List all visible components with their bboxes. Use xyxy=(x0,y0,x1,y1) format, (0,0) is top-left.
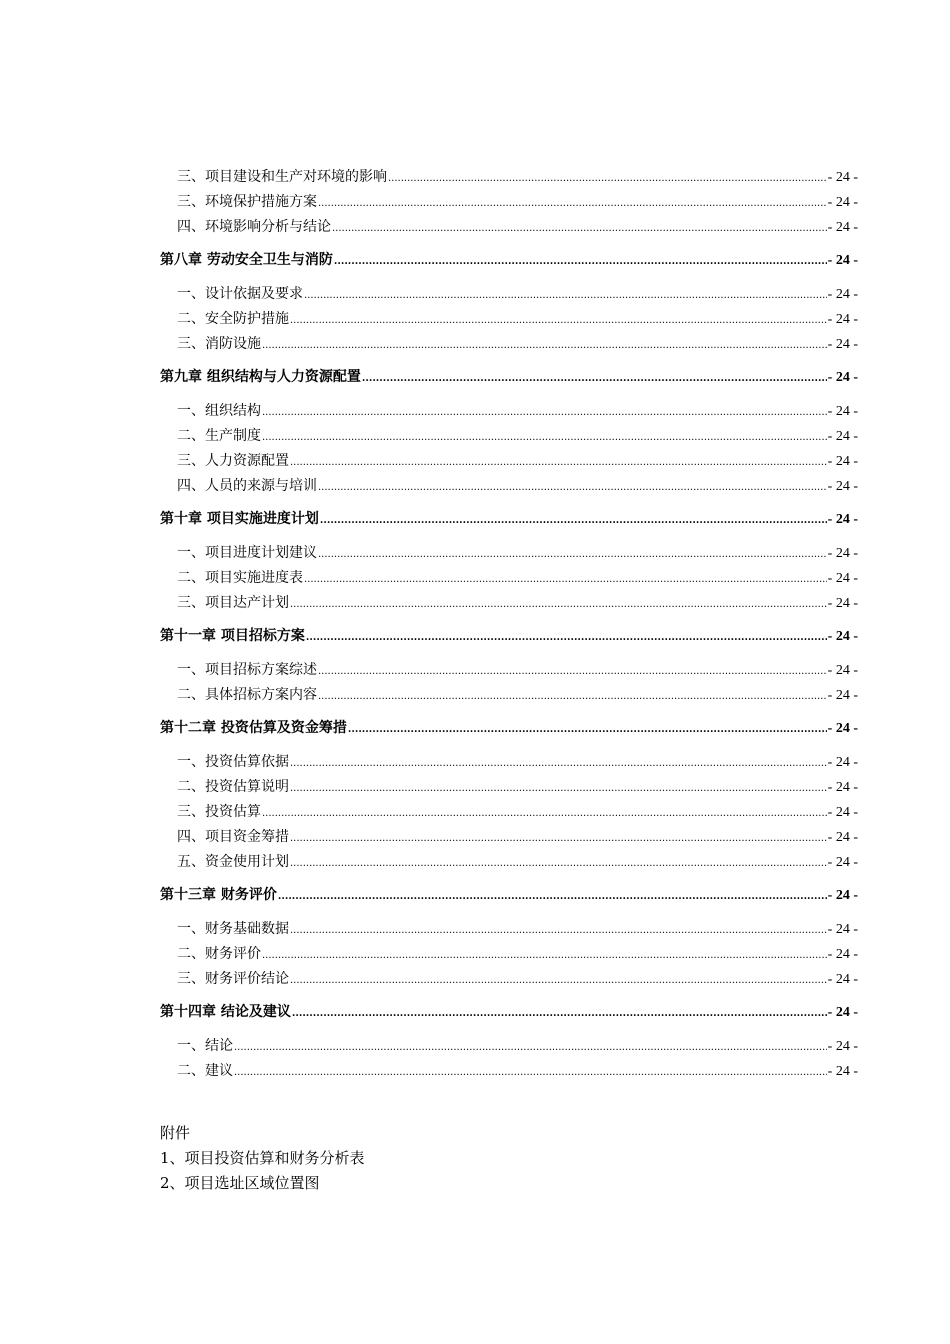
table-of-contents xyxy=(160,165,858,1084)
appendix-item: 1、项目投资估算和财务分析表 xyxy=(160,1149,365,1167)
toc-section-entry[interactable] xyxy=(160,307,858,332)
toc-section-entry[interactable] xyxy=(160,942,858,967)
toc-page-number: - 24 - xyxy=(827,571,858,586)
toc-section-entry[interactable] xyxy=(160,541,858,566)
toc-page-number: - 24 - xyxy=(827,688,858,703)
toc-dot-leader xyxy=(262,942,827,967)
toc-entry-title: 一、结论 xyxy=(177,1038,233,1054)
toc-page-number: - 24 - xyxy=(827,947,858,962)
toc-dot-leader xyxy=(334,248,827,273)
toc-dot-leader xyxy=(290,850,827,875)
toc-section-entry[interactable] xyxy=(160,190,858,215)
toc-page-number: - 24 - xyxy=(827,404,858,419)
toc-entry-title: 一、投资估算依据 xyxy=(177,754,289,770)
toc-entry-title: 二、财务评价 xyxy=(177,946,261,962)
toc-entry-title: 第八章 劳动安全卫生与消防 xyxy=(160,252,333,268)
toc-page-number: - 24 - xyxy=(827,663,858,678)
toc-section-entry[interactable] xyxy=(160,800,858,825)
toc-page-number: - 24 - xyxy=(827,512,858,527)
toc-page-number: - 24 - xyxy=(827,888,858,903)
toc-dot-leader xyxy=(290,307,827,332)
toc-dot-leader xyxy=(388,165,827,190)
toc-chapter-entry[interactable] xyxy=(160,507,858,532)
toc-page-number: - 24 - xyxy=(827,195,858,210)
toc-entry-title: 一、组织结构 xyxy=(177,403,261,419)
toc-section-entry[interactable] xyxy=(160,591,858,616)
toc-page-number: - 24 - xyxy=(827,755,858,770)
toc-section-entry[interactable] xyxy=(160,850,858,875)
toc-entry-title: 三、人力资源配置 xyxy=(177,453,289,469)
toc-section-entry[interactable] xyxy=(160,424,858,449)
toc-dot-leader xyxy=(304,566,827,591)
toc-page-number: - 24 - xyxy=(827,1039,858,1054)
toc-section-entry[interactable] xyxy=(160,449,858,474)
toc-section-entry[interactable] xyxy=(160,750,858,775)
toc-page-number: - 24 - xyxy=(827,629,858,644)
toc-page-number: - 24 - xyxy=(827,454,858,469)
toc-page-number: - 24 - xyxy=(827,337,858,352)
toc-entry-title: 三、投资估算 xyxy=(177,804,261,820)
toc-chapter-entry[interactable] xyxy=(160,365,858,390)
toc-section-entry[interactable] xyxy=(160,332,858,357)
toc-entry-title: 五、资金使用计划 xyxy=(177,854,289,870)
toc-dot-leader xyxy=(318,658,827,683)
toc-section-entry[interactable] xyxy=(160,215,858,240)
toc-dot-leader xyxy=(318,190,827,215)
toc-entry-title: 二、投资估算说明 xyxy=(177,779,289,795)
toc-page-number: - 24 - xyxy=(827,312,858,327)
toc-dot-leader xyxy=(278,883,827,908)
toc-entry-title: 四、项目资金筹措 xyxy=(177,829,289,845)
toc-entry-title: 一、设计依据及要求 xyxy=(177,286,303,302)
toc-dot-leader xyxy=(234,1034,827,1059)
toc-entry-title: 三、财务评价结论 xyxy=(177,971,289,987)
toc-page-number: - 24 - xyxy=(827,170,858,185)
toc-page-number: - 24 - xyxy=(827,830,858,845)
toc-page-number: - 24 - xyxy=(827,1005,858,1020)
toc-dot-leader xyxy=(290,775,827,800)
toc-dot-leader xyxy=(290,967,827,992)
toc-entry-title: 三、项目建设和生产对环境的影响 xyxy=(177,169,387,185)
toc-section-entry[interactable] xyxy=(160,917,858,942)
toc-entry-title: 一、项目招标方案综述 xyxy=(177,662,317,678)
toc-dot-leader xyxy=(262,399,827,424)
toc-entry-title: 第十四章 结论及建议 xyxy=(160,1004,291,1020)
toc-page-number: - 24 - xyxy=(827,479,858,494)
toc-dot-leader xyxy=(290,591,827,616)
toc-entry-title: 第十一章 项目招标方案 xyxy=(160,628,305,644)
toc-page-number: - 24 - xyxy=(827,805,858,820)
toc-page-number: - 24 - xyxy=(827,429,858,444)
toc-section-entry[interactable] xyxy=(160,399,858,424)
toc-entry-title: 一、项目进度计划建议 xyxy=(177,545,317,561)
toc-dot-leader xyxy=(318,541,827,566)
toc-dot-leader xyxy=(290,917,827,942)
toc-entry-title: 第十章 项目实施进度计划 xyxy=(160,511,319,527)
toc-dot-leader xyxy=(262,332,827,357)
toc-entry-title: 二、建议 xyxy=(177,1063,233,1079)
toc-section-entry[interactable] xyxy=(160,474,858,499)
toc-page-number: - 24 - xyxy=(827,1064,858,1079)
toc-entry-title: 二、生产制度 xyxy=(177,428,261,444)
toc-page-number: - 24 - xyxy=(827,220,858,235)
toc-page-number: - 24 - xyxy=(827,922,858,937)
toc-page-number: - 24 - xyxy=(827,546,858,561)
toc-chapter-entry[interactable] xyxy=(160,883,858,908)
toc-page-number: - 24 - xyxy=(827,780,858,795)
toc-section-entry[interactable] xyxy=(160,683,858,708)
toc-page-number: - 24 - xyxy=(827,855,858,870)
toc-entry-title: 二、安全防护措施 xyxy=(177,311,289,327)
toc-entry-title: 第九章 组织结构与人力资源配置 xyxy=(160,369,361,385)
toc-entry-title: 二、项目实施进度表 xyxy=(177,570,303,586)
toc-dot-leader xyxy=(234,1059,827,1084)
toc-section-entry[interactable] xyxy=(160,1059,858,1084)
toc-dot-leader xyxy=(320,507,827,532)
toc-dot-leader xyxy=(262,800,827,825)
toc-section-entry[interactable] xyxy=(160,775,858,800)
toc-dot-leader xyxy=(332,215,827,240)
toc-entry-title: 一、财务基础数据 xyxy=(177,921,289,937)
toc-chapter-entry[interactable] xyxy=(160,248,858,273)
toc-dot-leader xyxy=(306,624,827,649)
toc-dot-leader xyxy=(262,424,827,449)
toc-dot-leader xyxy=(292,1000,827,1025)
toc-dot-leader xyxy=(318,683,827,708)
toc-section-entry[interactable] xyxy=(160,1034,858,1059)
appendix-section xyxy=(160,1121,365,1196)
toc-page-number: - 24 - xyxy=(827,596,858,611)
toc-entry-title: 三、项目达产计划 xyxy=(177,595,289,611)
toc-dot-leader xyxy=(304,282,827,307)
toc-dot-leader xyxy=(290,750,827,775)
toc-entry-title: 第十三章 财务评价 xyxy=(160,887,277,903)
toc-section-entry[interactable] xyxy=(160,658,858,683)
toc-section-entry[interactable] xyxy=(160,282,858,307)
toc-section-entry[interactable] xyxy=(160,566,858,591)
toc-dot-leader xyxy=(290,449,827,474)
toc-dot-leader xyxy=(362,365,827,390)
toc-dot-leader xyxy=(290,825,827,850)
appendix-item: 2、项目选址区域位置图 xyxy=(160,1174,320,1192)
toc-entry-title: 四、人员的来源与培训 xyxy=(177,478,317,494)
toc-section-entry[interactable] xyxy=(160,825,858,850)
toc-dot-leader xyxy=(348,716,827,741)
toc-entry-title: 第十二章 投资估算及资金筹措 xyxy=(160,720,347,736)
appendix-title: 附件 xyxy=(160,1124,191,1142)
toc-page-number: - 24 - xyxy=(827,972,858,987)
toc-page-number: - 24 - xyxy=(827,253,858,268)
toc-chapter-entry[interactable] xyxy=(160,1000,858,1025)
toc-section-entry[interactable] xyxy=(160,967,858,992)
toc-chapter-entry[interactable] xyxy=(160,624,858,649)
toc-page-number: - 24 - xyxy=(827,287,858,302)
toc-page-number: - 24 - xyxy=(827,370,858,385)
toc-chapter-entry[interactable] xyxy=(160,716,858,741)
toc-entry-title: 三、环境保护措施方案 xyxy=(177,194,317,210)
toc-entry-title: 四、环境影响分析与结论 xyxy=(177,219,331,235)
toc-entry-title: 三、消防设施 xyxy=(177,336,261,352)
toc-dot-leader xyxy=(318,474,827,499)
toc-entry-title: 二、具体招标方案内容 xyxy=(177,687,317,703)
toc-page-number: - 24 - xyxy=(827,721,858,736)
toc-section-entry[interactable] xyxy=(160,165,858,190)
